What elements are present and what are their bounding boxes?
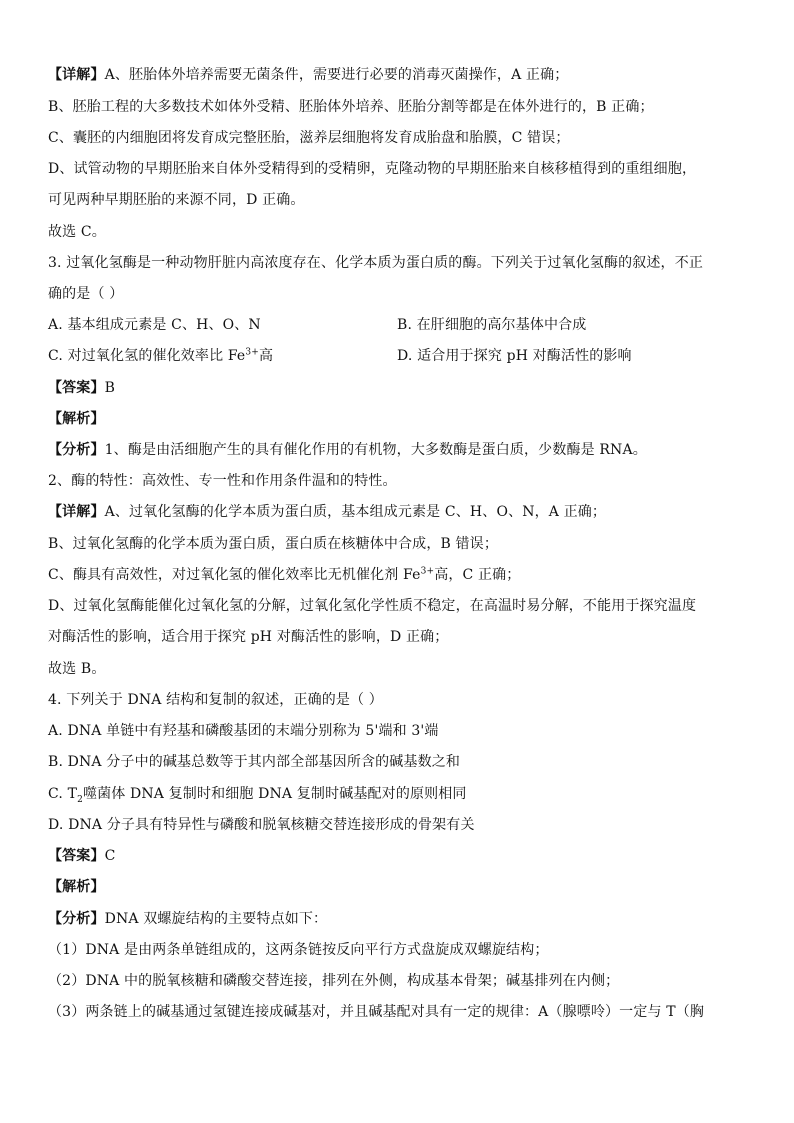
q3-option-c-tail: 高 xyxy=(258,348,274,364)
detail-line-5: 可见两种早期胚胎的来源不同，D 正确。 xyxy=(48,192,305,208)
q3-answer-line xyxy=(48,378,115,398)
detail-tag: 【详解】 xyxy=(48,504,105,520)
q3-analysis-text-1: 1、酶是由活细胞产生的具有催化作用的有机物，大多数酶是蛋白质，少数酶是 RNA。 xyxy=(104,442,647,458)
q3-detail-text-1: A、过氧化氢酶的化学本质为蛋白质，基本组成元素是 C、H、O、N，A 正确； xyxy=(104,504,607,520)
analysis-tag: 【解析】 xyxy=(48,411,105,427)
q4-option-a: A. DNA 单链中有羟基和磷酸基团的末端分别称为 5'端和 3'端 xyxy=(48,723,439,739)
q3-detail-line-3 xyxy=(48,565,520,585)
detail-tag: 【详解】 xyxy=(48,67,105,83)
q4-stem: 4. 下列关于 DNA 结构和复制的叙述，正确的是（ ） xyxy=(48,692,383,708)
q4-analysis-heading xyxy=(48,877,105,897)
q3-conclusion-line: 故选 B。 xyxy=(48,661,106,677)
answer-tag: 【答案】 xyxy=(48,848,105,864)
detail-line-3: C、囊胚的内细胞团将发育成完整胚胎，滋养层细胞将发育成胎盘和胎膜，C 错误； xyxy=(48,130,570,146)
detail-text: A、胚胎体外培养需要无菌条件，需要进行必要的消毒灭菌操作，A 正确； xyxy=(104,67,569,83)
q3-option-c-text: C. 对过氧化氢的催化效率比 Fe xyxy=(48,348,246,364)
q3-option-d: D. 适合用于探究 pH 对酶活性的影响 xyxy=(397,348,632,364)
q3-detail-line-2: B、过氧化氢酶的化学本质为蛋白质，蛋白质在核糖体中合成，B 错误； xyxy=(48,536,498,552)
q4-option-b: B. DNA 分子中的碱基总数等于其内部全部基因所含的碱基数之和 xyxy=(48,754,461,770)
analysis-sub-tag: 【分析】 xyxy=(48,911,105,927)
q3-option-c-superscript: 3+ xyxy=(245,347,259,358)
q4-analysis-line-3: （3）两条链上的碱基通过氢键连接成碱基对，并且碱基配对具有一定的规律：A（腺嘌呤）一定与 T（胸 xyxy=(48,1004,705,1020)
q3-detail-line-4: D、过氧化氢酶能催化过氧化氢的分解，过氧化氢化学性质不稳定，在高温时易分解，不能用于探究温度 xyxy=(48,598,697,614)
conclusion-line: 故选 C。 xyxy=(48,224,106,240)
q3-option-a: A. 基本组成元素是 C、H、O、N xyxy=(48,317,261,333)
q3-detail-line-5: 对酶活性的影响，适合用于探究 pH 对酶活性的影响，D 正确； xyxy=(48,629,449,645)
q3-detail-line-1 xyxy=(48,502,606,522)
q3-detail-superscript: 3+ xyxy=(420,566,435,577)
q4-answer: C xyxy=(104,848,116,864)
detail-line-1 xyxy=(48,65,568,85)
q4-analysis-line-1: （1）DNA 是由两条单链组成的，这两条链按反向平行方式盘旋成双螺旋结构； xyxy=(48,942,549,958)
q3-analysis-heading xyxy=(48,409,105,429)
q4-option-c-text: C. T xyxy=(48,786,78,802)
q4-analysis-text-0: DNA 双螺旋结构的主要特点如下： xyxy=(104,911,328,927)
q4-option-c-tail: 噬菌体 DNA 复制时和细胞 DNA 复制时碱基配对的原则相同 xyxy=(82,786,467,802)
detail-line-4: D、试管动物的早期胚胎来自体外受精得到的受精卵，克隆动物的早期胚胎来自核移植得到的重组细胞， xyxy=(48,161,697,177)
q4-option-d: D. DNA 分子具有特异性与磷酸和脱氧核糖交替连接形成的骨架有关 xyxy=(48,817,475,833)
q4-option-c-subscript: 2 xyxy=(77,794,83,805)
q3-answer: B xyxy=(104,380,116,396)
q4-option-c xyxy=(48,784,467,804)
q3-detail-text-3: C、酶具有高效性，对过氧化氢的催化效率比无机催化剂 Fe xyxy=(48,567,421,583)
q3-analysis-line-1 xyxy=(48,440,647,460)
detail-line-2: B、胚胎工程的大多数技术如体外受精、胚胎体外培养、胚胎分割等都是在体外进行的，B 正确； xyxy=(48,99,654,115)
q3-stem-line-2: 确的是（ ） xyxy=(48,286,124,302)
q3-option-b: B. 在肝细胞的高尔基体中合成 xyxy=(397,317,587,333)
q4-analysis-line-2: （2）DNA 中的脱氧核糖和磷酸交替连接，排列在外侧，构成基本骨架；碱基排列在内侧； xyxy=(48,973,620,989)
analysis-tag: 【解析】 xyxy=(48,879,105,895)
answer-tag: 【答案】 xyxy=(48,380,105,396)
q4-answer-line xyxy=(48,846,115,866)
q3-detail-tail: 高，C 正确； xyxy=(434,567,521,583)
analysis-sub-tag: 【分析】 xyxy=(48,442,105,458)
q3-stem-line-1: 3. 过氧化氢酶是一种动物肝脏内高浓度存在、化学本质为蛋白质的酶。下列关于过氧化氢酶的叙述，不正 xyxy=(48,255,704,271)
q3-analysis-line-2: 2、酶的特性：高效性、专一性和作用条件温和的特性。 xyxy=(48,473,397,489)
q3-option-c xyxy=(48,346,273,366)
q4-analysis-line-0 xyxy=(48,909,327,929)
